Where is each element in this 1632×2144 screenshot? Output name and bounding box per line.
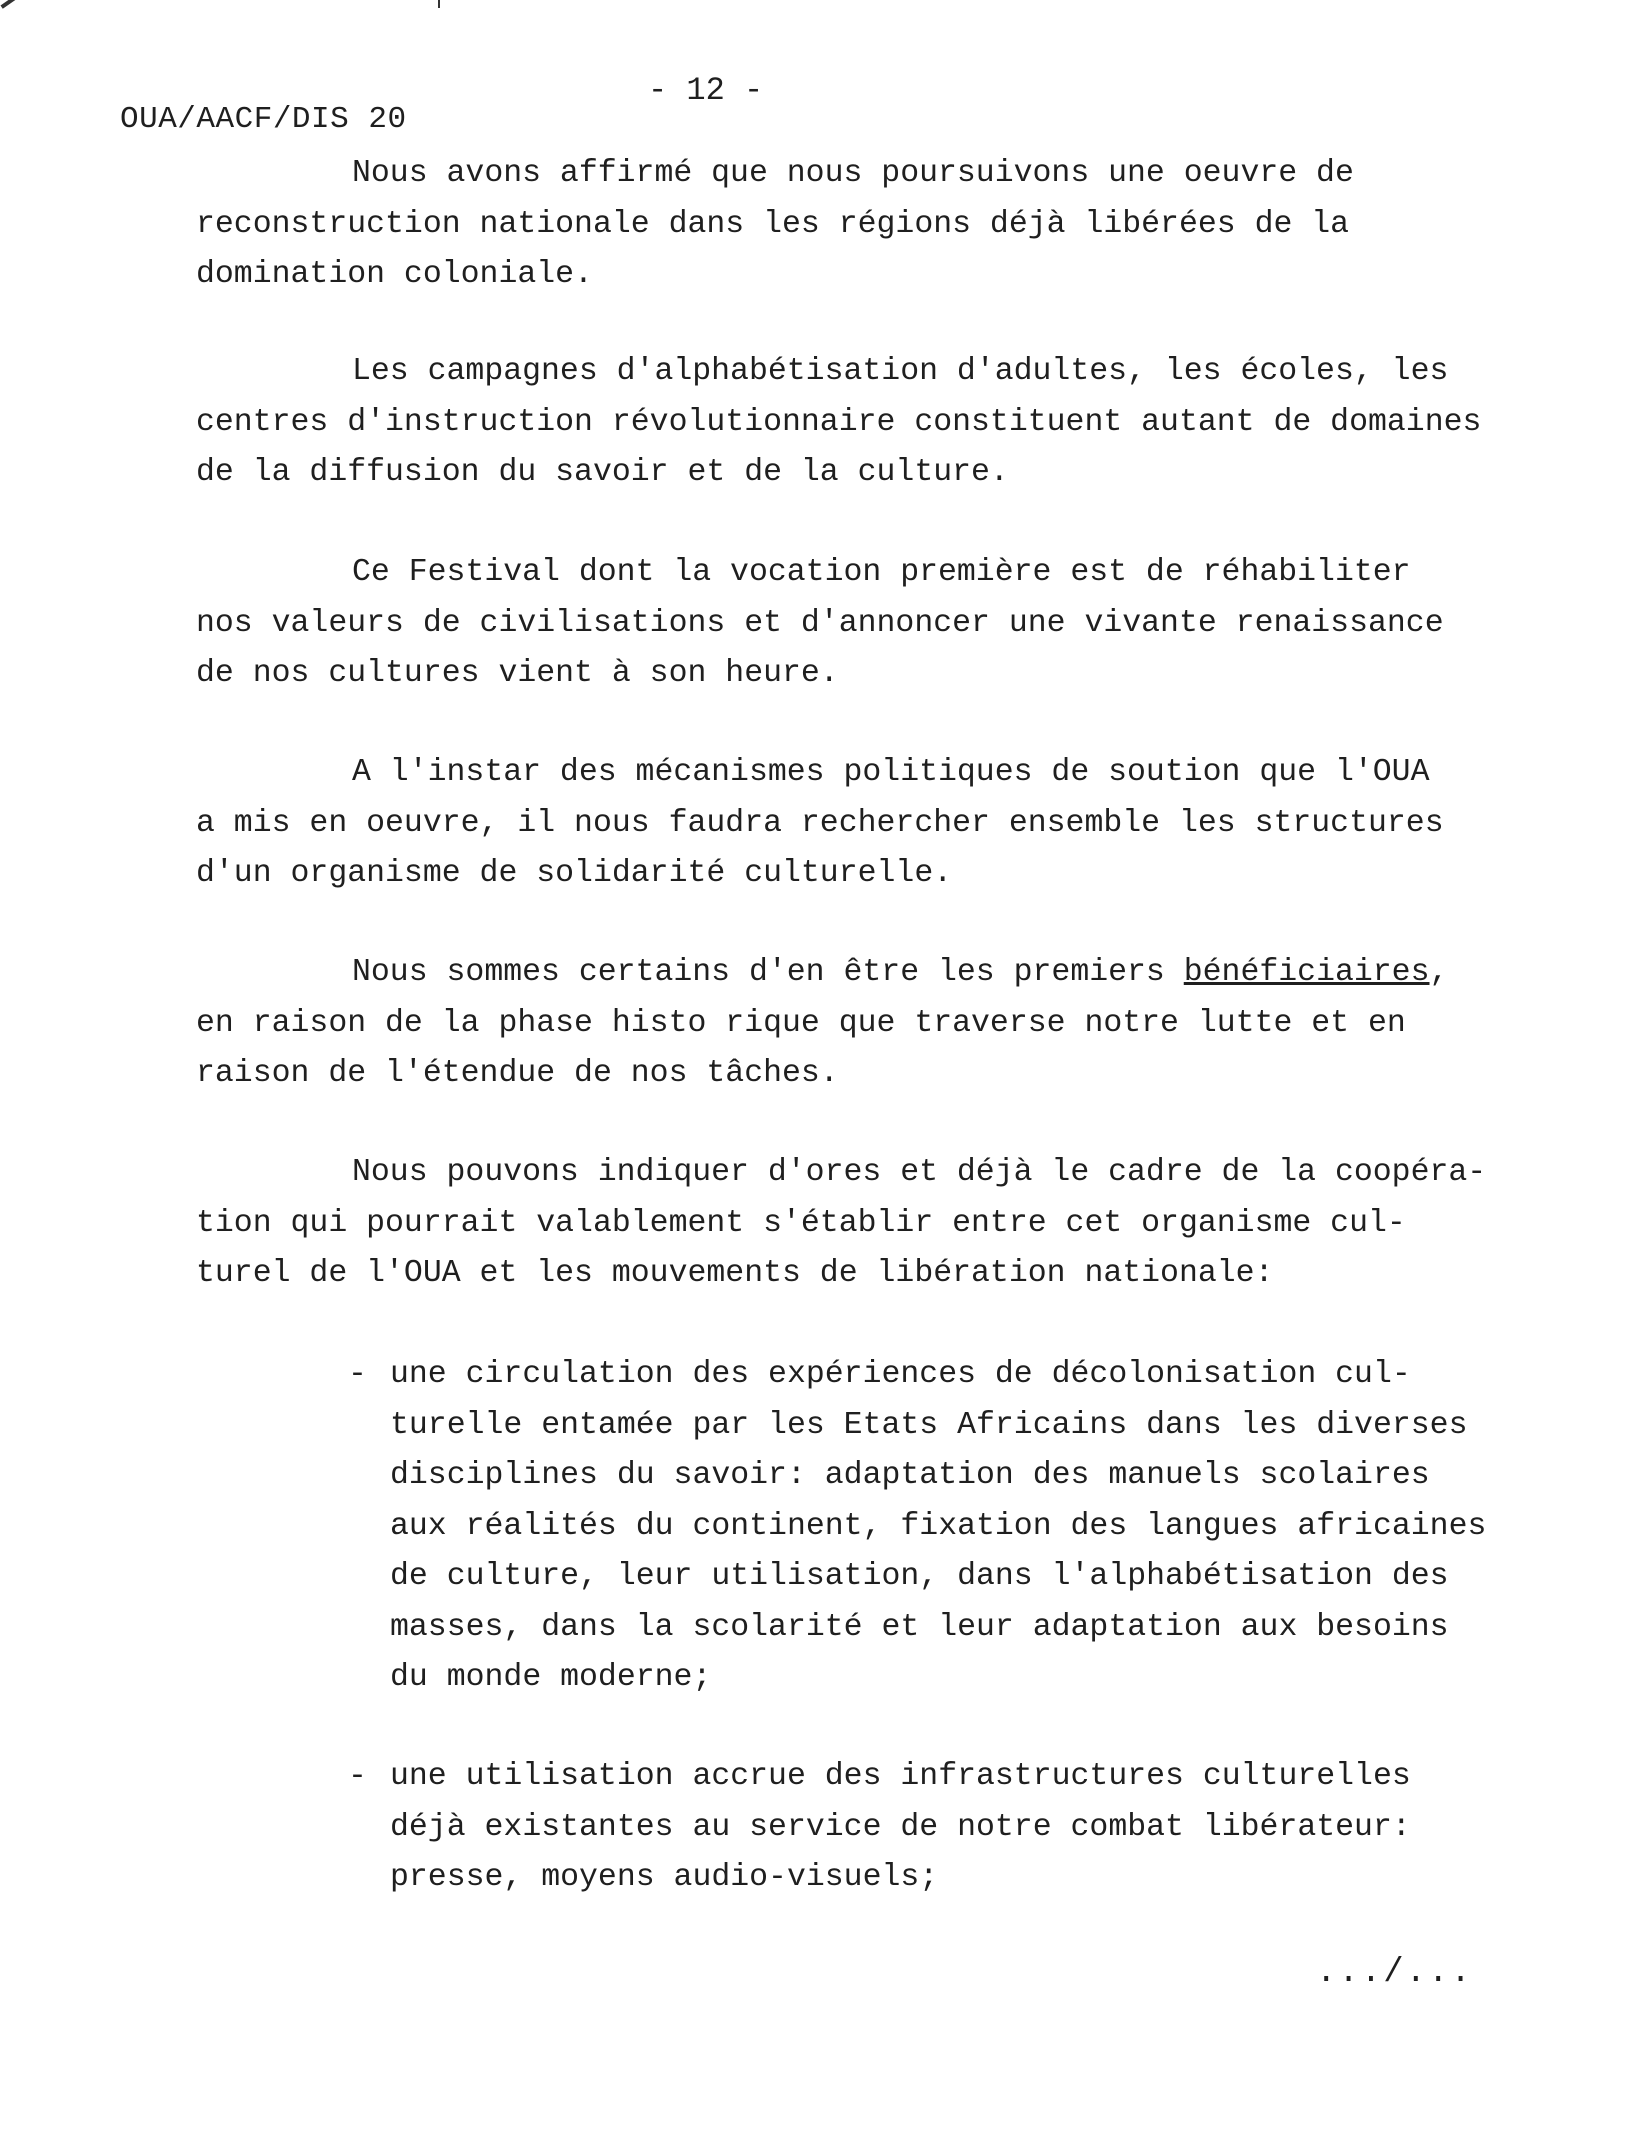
text-line: en raison de la phase histo rique que traverse notre lutte et en — [196, 1005, 1406, 1041]
text-fragment: , — [1429, 955, 1449, 990]
text-line: turel de l'OUA et les mouvements de libération nationale: — [196, 1256, 1274, 1291]
paragraph-5 — [196, 948, 1556, 1100]
page-number: - 12 - — [648, 72, 764, 109]
text-line: A l'instar des mécanismes politiques de soution que l'OUA — [352, 755, 1430, 790]
bullet-first-line — [348, 1350, 1568, 1401]
text-line: turelle entamée par les Etats Africains dans les diverses — [390, 1407, 1468, 1443]
text-line: a mis en oeuvre, il nous faudra rechercher ensemble les structures — [196, 805, 1444, 841]
text-line: tion qui pourrait valablement s'établir entre cet organisme cul- — [196, 1205, 1406, 1241]
bullet-first-line — [348, 1752, 1568, 1803]
text-line: d'un organisme de solidarité culturelle. — [196, 856, 953, 891]
text-line: aux réalités du continent, fixation des langues africaines — [390, 1508, 1487, 1544]
text-line: Ce Festival dont la vocation première est de réhabiliter — [352, 555, 1411, 590]
text-line — [196, 948, 1556, 999]
text-line: une circulation des expériences de décolonisation cul- — [390, 1357, 1411, 1392]
paragraph-4 — [196, 748, 1556, 900]
text-line: centres d'instruction révolutionnaire constituent autant de domaines — [196, 404, 1482, 440]
text-line: presse, moyens audio-visuels; — [390, 1860, 939, 1895]
text-line: nos valeurs de civilisations et d'annoncer une vivante renaissance — [196, 605, 1444, 641]
text-line: de nos cultures vient à son heure. — [196, 656, 839, 691]
text-line: du monde moderne; — [390, 1660, 712, 1695]
paragraph-2 — [196, 347, 1556, 499]
text-line: domination coloniale. — [196, 257, 593, 292]
paragraph-3 — [196, 548, 1556, 700]
underlined-word: bénéficiaires — [1183, 955, 1430, 990]
text-line: une utilisation accrue des infrastructures culturelles — [390, 1759, 1411, 1794]
text-line: déjà existantes au service de notre combat libérateur: — [390, 1809, 1411, 1845]
text-line: raison de l'étendue de nos tâches. — [196, 1056, 839, 1091]
text-line: Les campagnes d'alphabétisation d'adultes, les écoles, les — [352, 354, 1449, 389]
bullet-item-1 — [348, 1350, 1568, 1704]
scan-mark-top — [438, 0, 440, 8]
text-line: reconstruction nationale dans les régions déjà libérées de la — [196, 206, 1350, 242]
bullet-item-2 — [348, 1752, 1568, 1904]
text-line: masses, dans la scolarité et leur adaptation aux besoins — [390, 1609, 1449, 1645]
continuation-mark: .../... — [1316, 1954, 1473, 1992]
bullet-dash: - — [348, 1759, 367, 1794]
paragraph-1 — [196, 149, 1556, 301]
text-line: Nous pouvons indiquer d'ores et déjà le cadre de la coopéra- — [352, 1155, 1487, 1190]
text-line: de culture, leur utilisation, dans l'alphabétisation des — [390, 1559, 1449, 1594]
document-reference: OUA/AACF/DIS 20 — [120, 102, 407, 137]
paragraph-6 — [196, 1148, 1556, 1300]
text-line: de la diffusion du savoir et de la culture. — [196, 455, 1009, 490]
text-fragment: Nous sommes certains d'en être les premiers — [352, 955, 1184, 990]
scan-mark-corner — [0, 0, 17, 9]
bullet-dash: - — [348, 1357, 367, 1392]
text-line: Nous avons affirmé que nous poursuivons une oeuvre de — [352, 156, 1354, 191]
text-line: disciplines du savoir: adaptation des manuels scolaires — [390, 1458, 1430, 1493]
